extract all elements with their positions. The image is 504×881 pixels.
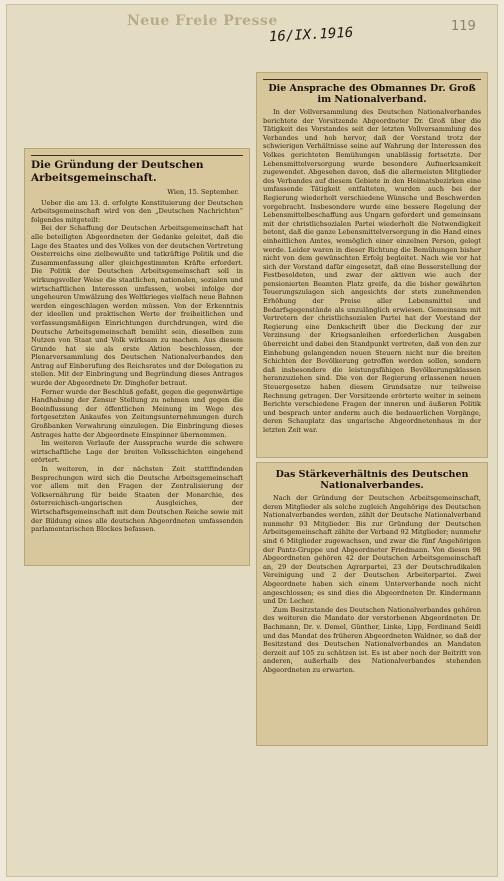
- left-article-clipping: [24, 148, 250, 566]
- article-title: Die Ansprache des Obmannes Dr. Groß im Nationalverband.: [268, 83, 476, 105]
- article-title: Die Gründung der Deutschen Arbeitsgemeinschaft.: [31, 159, 204, 184]
- top-rule: [31, 155, 243, 156]
- paragraph: Nach der Gründung der Deutschen Arbeitsgemeinschaft, deren Mitglieder als solche zugleich Angehörige des Deutschen Nationalverbandes werden, zählt der Deutsche Nationalverband nunmehr 93 Mitglieder. Bis zur Gründung der Deutschen Arbeitsgemeinschaft zählte der Verband 92 Mitglieder; nunmehr sind 6 Mitglieder zugewachsen, und zwar die fünf Angehörigen der Pantz-Gruppe und Abgeordneter Friedmann. Von diesen 98 Abgeordneten gehören 42 der Deutschen Arbeitsgemeinschaft an, 29 der Deutschen Agrarpartei, 23 der Deutschradikalen Vereinigung und 2 der Deutschen Arbeiterpartei. Zwei Abgeordnete haben sich einem Unterverbande noch nicht angeschlossen; es sind dies die Abgeordneten Dr. Kindermann und Dr. Lecher.: [263, 494, 481, 606]
- right-top-article-clipping: [256, 72, 488, 458]
- paragraph: Zum Besitzstande des Deutschen Nationalverbandes gehören des weiteren die Mandate der verstorbenen Abgeordneten Dr. Bachmann, Dr. v. Demel, Günther, Linke, Lipp, Ferdinand Seidl und das Mandat des früheren Abgeordneten Waldner, so daß der Besitzstand des Deutschen Nationalverbandes an Mandaten derzeit auf 105 zu schätzen ist. Es ist aber noch der Beitritt von anderen, außerhalb des Nationalverbandes stehenden Abgeordneten zu erwarten.: [263, 605, 481, 674]
- article-title: Das Stärkeverhältnis des Deutschen Nationalverbandes.: [275, 469, 469, 491]
- article-dateline: Wien, 15. September.: [167, 188, 239, 196]
- right-bottom-article-clipping: [256, 462, 488, 746]
- top-rule: [263, 79, 481, 80]
- paragraph: In weiteren, in der nächsten Zeit stattfindenden Besprechungen wird sich die Deutsche Arbeitsgemeinschaft vor allem mit den Fragen der Zentralisierung der Volksernährung für beide Staaten der Monarchie, des österreichisch-ungarischen Ausgleiches, der Wirtschaftsgemeinschaft mit dem Deutschen Reiche sowie mit der Bildung eines alle deutschen Abgeordneten umfassenden parlamentarischen Blockes befassen.: [31, 465, 243, 534]
- paragraph: Ferner wurde der Beschluß gefaßt, gegen die gegenwärtige Handhabung der Zensur Stellung zu nehmen und gegen die Beeinflussung der öffentlichen Meinung im Wege des fortgesetzten Ankaufes von Zeitungsunternehmungen durch Großbanken Verwahrung einzulegen. Die Einbringung dieses Antrages hatte der Abgeordnete Einspinner übernommen.: [31, 387, 243, 439]
- paragraph: In der Vollversammlung des Deutschen Nationalverbandes berichtete der Vorsitzende Abgeordneter Dr. Groß über die Tätigkeit des Vorstandes seit der letzten Vollversammlung des Verbandes und hob hervor, daß der Vorstand trotz der schwierigen Verhältnisse seine auf Wahrung der Interessen des Volkes gerichteten Bemühungen unablässig fortsetzte. Der Lebensmittelversorgung wurde besondere Aufmerksamkeit zugewendet. Abgesehen davon, daß die allermeisten Mitglieder des Verbandes auf diesem Gebiete in den Heimatsbezirken eine umfassende Tätigkeit entfalteten, wurden auch bei der Regierung wiederholt verschiedene Wünsche und Beschwerden vorgebracht. Insbesondere wurde eine bessere Regelung der Lebensmittelbeschaffung aus Ungarn gefordert und gemeinsam mit der christlichsozialen Partei wiederholt die Notwendigkeit betont, daß die ganze Lebensmittelversorgung in die Hand eines einheitlichen Amtes, womöglich einer einzelnen Person, gelegt werde. Leider waren in dieser Richtung die Bemühungen bisher nicht von dem gewünschten Erfolg begleitet. Nach wie vor hat sich der Vorstand dafür eingesetzt, daß eine Besserstellung der Festbesoldeten, und zwar der aktiven wie auch der pensionierten Beamten Platz greife, da die bisher gewährten Teuerungszulagen sich angesichts der stets zunehmenden Erhöhung der Preise aller Lebensmittel und Bedarfsgegenstände als unzulänglich erwiesen. Gemeinsam mit Vertretern der christlichsozialen Partei hat der Vorstand der Regierung eine Denkschrift über die Deckung der zur Verzinsung der Kriegsanleihen erforderlichen Ausgaben überreicht und dabei den Standpunkt vertreten, daß von den zur Einhebung gelangenden neuen Steuern nicht nur die breiten Schichten der Bevölkerung getroffen werden sollen, sondern daß insbesondere die leistungsfähigen Bevölkerungsklassen heranzuziehen sind. Die von der Regierung erlassenen neuen Steuergesetze haben diesem Grundsatze nur teilweise Rechnung getragen. Der Vorsitzende erörterte weiter in seinem Berichte verschiedene Fragen der inneren und äußeren Politik und besprach unter anderm auch die bedauerlichen Vorgänge, deren Schauplatz das ungarische Abgeordnetenhaus in der letzten Zeit war.: [263, 108, 481, 434]
- newspaper-masthead: Neue Freie Presse: [127, 13, 278, 29]
- paragraph: Bei der Schaffung der Deutschen Arbeitsgemeinschaft hat alle beteiligten Abgeordneten der Gedanke geleitet, daß die Lage des Staates und des Volkes von der deutschen Vertretung Oesterreichs eine zielbewußte und tatkräftige Politik und die Zusammenfassung aller gleichgestimmten Kräfte erfordert. Die Politik der Deutschen Arbeitsgemeinschaft soll in wirkungsvoller Weise die staatlichen, nationalen, sozialen und wirtschaftlichen Interessen umfassen, wobei infolge der ungeheuren Umwälzung des Weltkrieges vielfach neue Bahnen werden eingeschlagen werden müssen. Von der Erkenntnis der ideellen und praktischen Werte der freiheitlichen und verfassungsmäßigen Einrichtungen durchdrungen, wird die Deutsche Arbeitsgemeinschaft bemüht sein, dieselben zum Nutzen von Staat und Volk wirksam zu machen. Aus diesem Grunde hat sie als erste Aktion beschlossen, der Plenarversammlung des Deutschen Nationalverbandes den Antrag auf Einberufung des Reichsrates und der Delegation zu stellen. Mit der Einbringung und Begründung dieses Antrages wurde der Abgeordnete Dr. Dinghofer betraut.: [31, 224, 243, 388]
- page-header: [7, 5, 499, 75]
- page-number: 119: [451, 19, 476, 34]
- handwritten-date: 16/IX.1916: [268, 24, 354, 46]
- paragraph: Ueber die am 13. d. erfolgte Konstituierung der Deutschen Arbeitsgemeinschaft wird von den „Deutschen Nachrichten“ folgendes mitgeteilt:: [31, 198, 243, 224]
- paragraph: Im weiteren Verlaufe der Aussprache wurde die schwere wirtschaftliche Lage der breiten Volksschichten eingehend erörtert.: [31, 439, 243, 465]
